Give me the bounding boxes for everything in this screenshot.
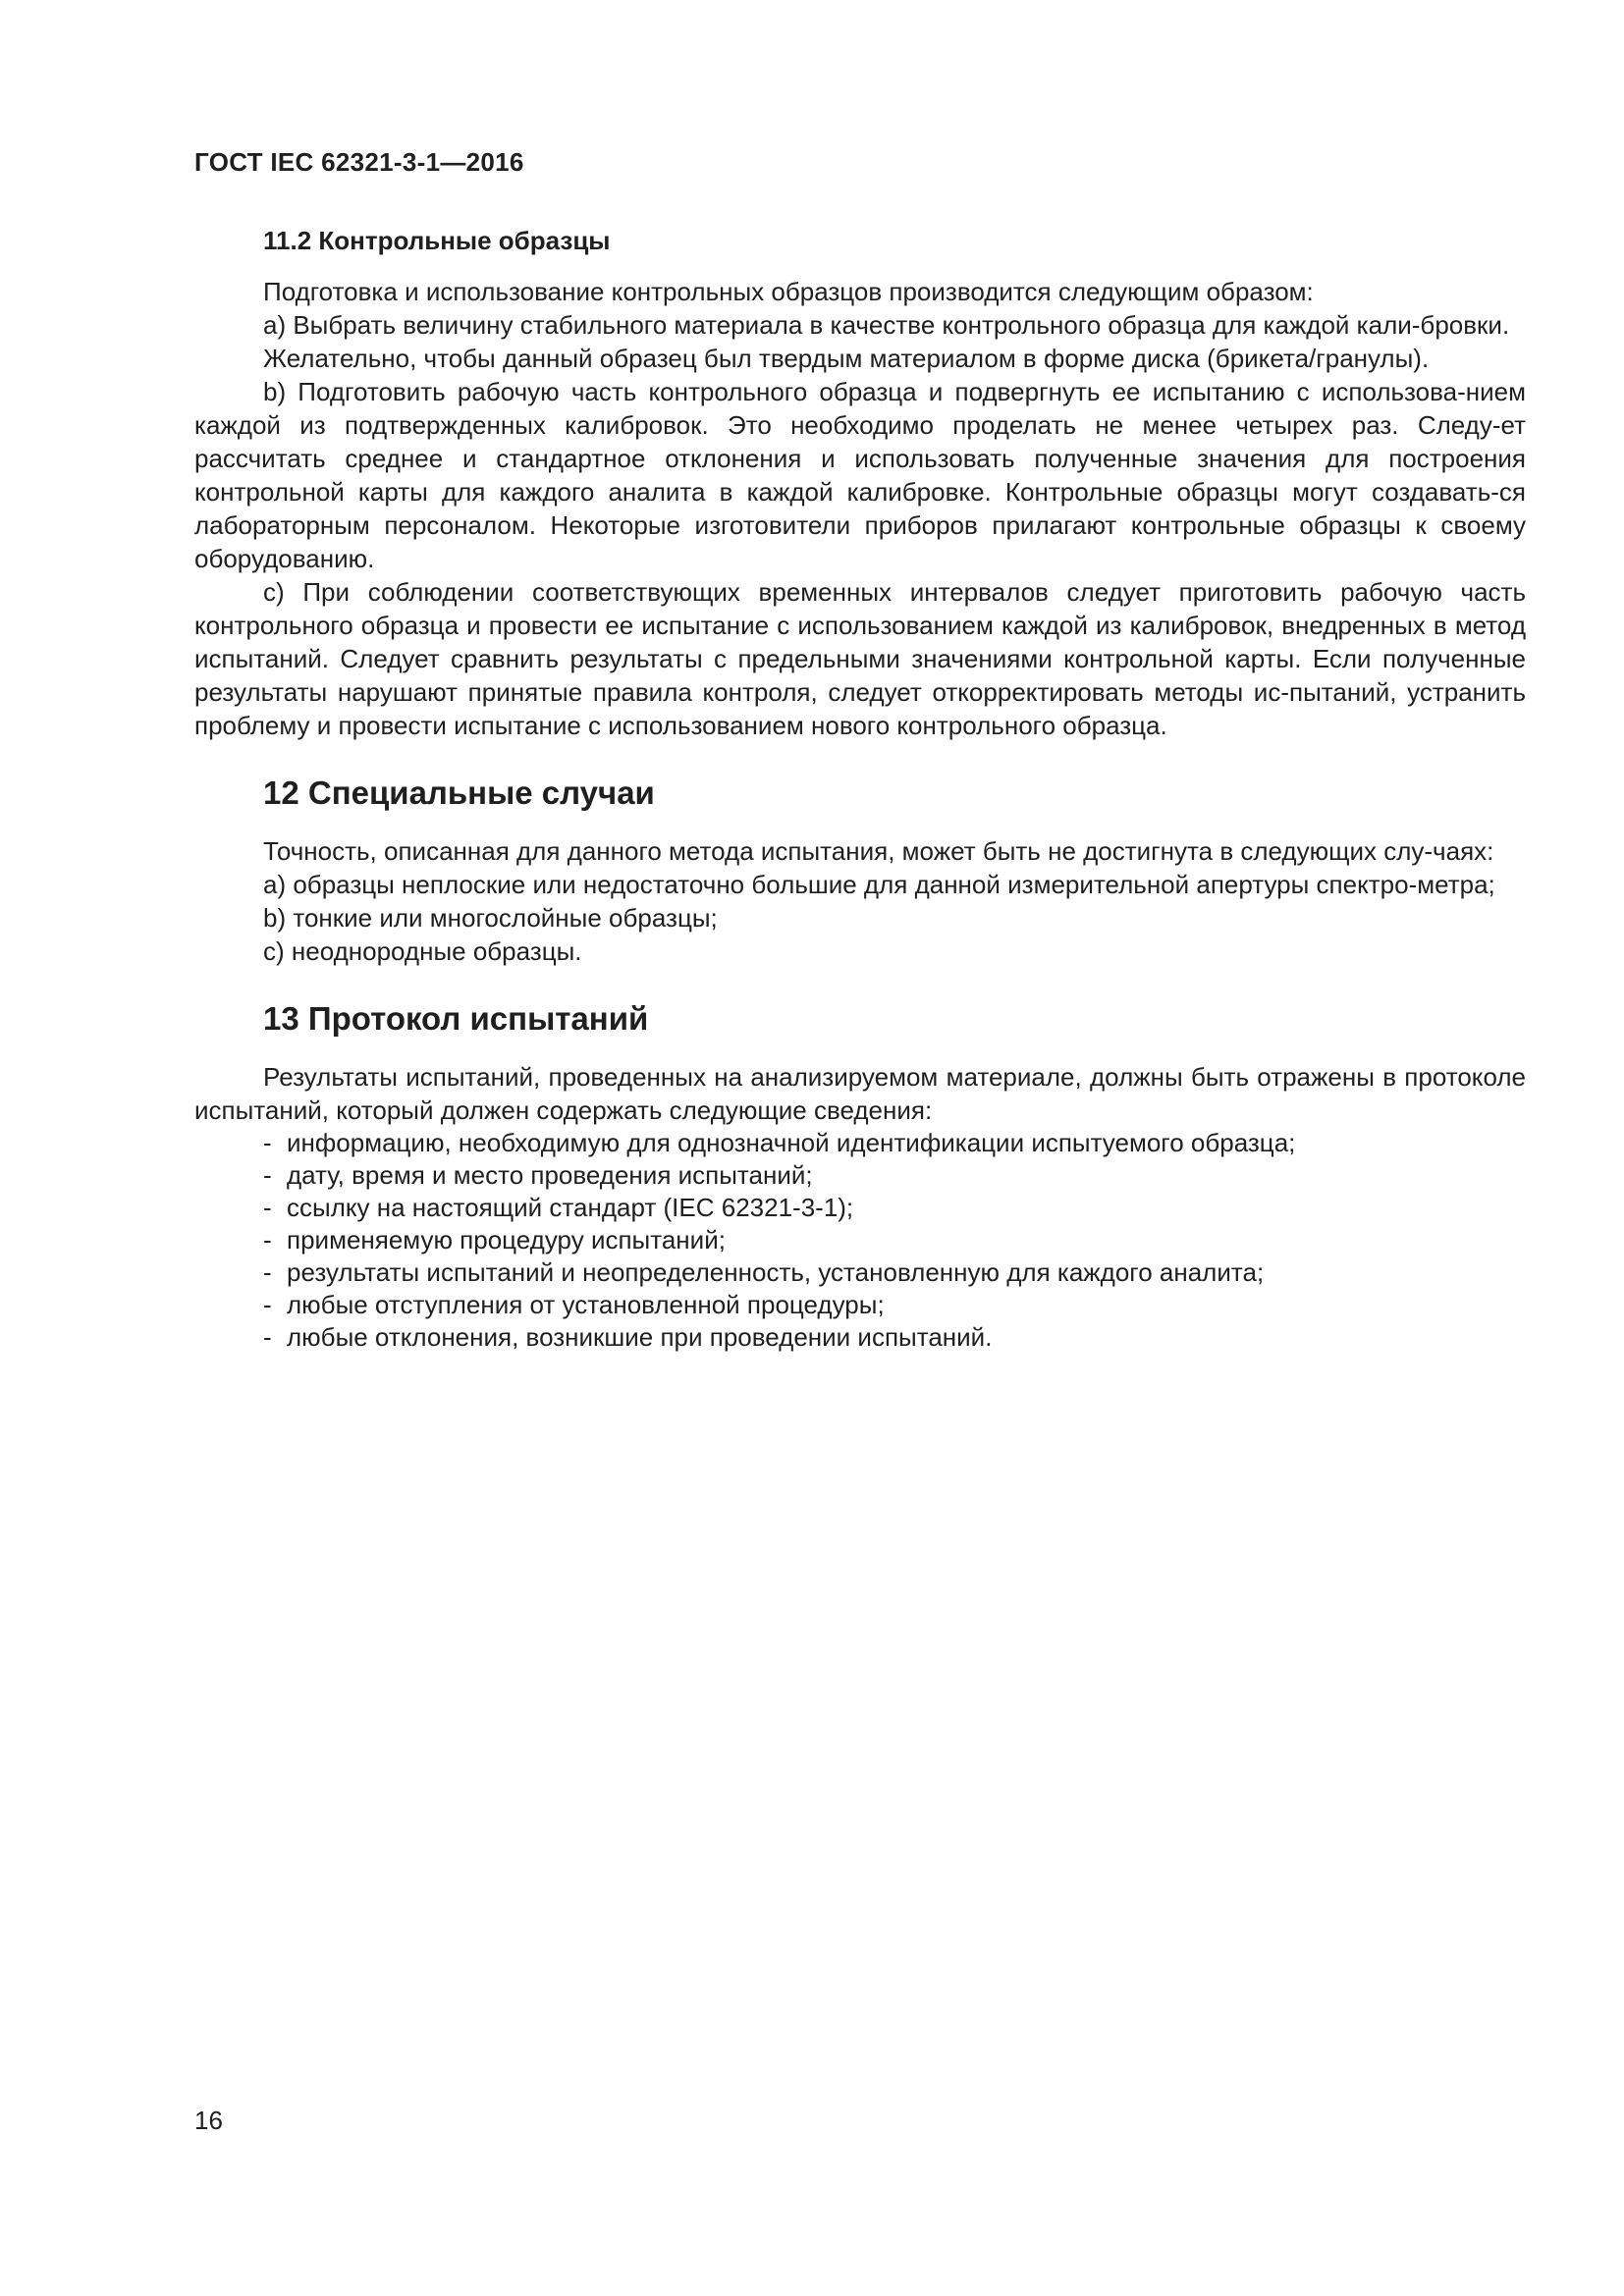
list-item <box>194 1159 1526 1192</box>
section-12-title: 12 Специальные случаи <box>263 774 655 811</box>
dash-marker: - <box>263 1322 272 1352</box>
section-11-2-item-a: a) Выбрать величину стабильного материала в качестве контрольного образца для каждой кали-бровки. <box>263 310 1510 340</box>
list-item <box>194 1321 1526 1354</box>
section-11-2-title: 11.2 Контрольные образцы <box>263 226 611 255</box>
section-11-2-item-b: b) Подготовить рабочую часть контрольного образца и подвергнуть ее испытанию с использова-нием каждой из подтвержденных калибровок. Это необходимо проделать не менее четырех раз. Следу-ет рассчитать среднее и стандартное отклонения и использовать полученные значения для построения контрольной карты для каждого аналита в каждой калибровке. Контрольные образцы могут создавать-ся лабораторным персоналом. Некоторые изготовители приборов прилагают контрольные образцы к своему оборудованию. <box>194 377 1526 573</box>
section-11-2-note: Желательно, чтобы данный образец был твердым материалом в форме диска (брикета/гранулы). <box>263 344 1430 373</box>
dash-marker: - <box>263 1257 272 1287</box>
document-code-header: ГОСТ IEC 62321-3-1—2016 <box>194 147 524 177</box>
list-item-text: применяемую процедуру испытаний; <box>287 1225 726 1255</box>
section-12-item-a: a) образцы неплоские или недостаточно большие для данной измерительной апертуры спектро-метра; <box>263 870 1495 899</box>
dash-marker: - <box>263 1160 272 1190</box>
list-item <box>194 1192 1526 1224</box>
dash-marker: - <box>263 1290 272 1319</box>
report-contents-list <box>194 1127 1526 1354</box>
section-13-title: 13 Протокол испытаний <box>263 1000 649 1037</box>
list-item-text: любые отклонения, возникшие при проведении испытаний. <box>287 1322 993 1352</box>
list-item-text: любые отступления от установленной процедуры; <box>287 1290 885 1319</box>
dash-marker: - <box>263 1193 272 1222</box>
list-item-text: информацию, необходимую для однозначной идентификации испытуемого образца; <box>287 1128 1296 1157</box>
list-item-text: дату, время и место проведения испытаний; <box>287 1160 813 1190</box>
list-item-text: ссылку на настоящий стандарт (IEC 62321-3-1); <box>287 1193 854 1222</box>
page-number: 16 <box>194 2106 223 2135</box>
list-item <box>194 1127 1526 1159</box>
list-item-text: результаты испытаний и неопределенность, установленную для каждого аналита; <box>287 1257 1265 1287</box>
section-11-2-item-c: c) При соблюдении соответствующих временных интервалов следует приготовить рабочую часть контрольного образца и провести ее испытание с использованием каждой из калибровок, внедренных в метод испытаний. Следует сравнить результаты с предельными значениями контрольной карты. Если полученные результаты нарушают принятые правила контроля, следует откорректировать методы ис-пытаний, устранить проблему и провести испытание с использованием нового контрольного образца. <box>194 577 1526 740</box>
section-12-item-c: c) неоднородные образцы. <box>263 936 582 966</box>
list-item <box>194 1224 1526 1256</box>
section-12-intro: Точность, описанная для данного метода испытания, может быть не достигнута в следующих слу-чаях: <box>263 836 1494 866</box>
list-item <box>194 1256 1526 1289</box>
list-item <box>194 1289 1526 1321</box>
section-13-intro: Результаты испытаний, проведенных на анализируемом материале, должны быть отражены в протоколе испытаний, который должен содержать следующие сведения: <box>194 1062 1526 1125</box>
dash-marker: - <box>263 1128 272 1157</box>
page-content <box>194 224 1526 1354</box>
section-12-item-b: b) тонкие или многослойные образцы; <box>263 903 718 933</box>
section-11-2-paragraph: Подготовка и использование контрольных образцов производится следующим образом: <box>263 277 1314 306</box>
dash-marker: - <box>263 1225 272 1255</box>
